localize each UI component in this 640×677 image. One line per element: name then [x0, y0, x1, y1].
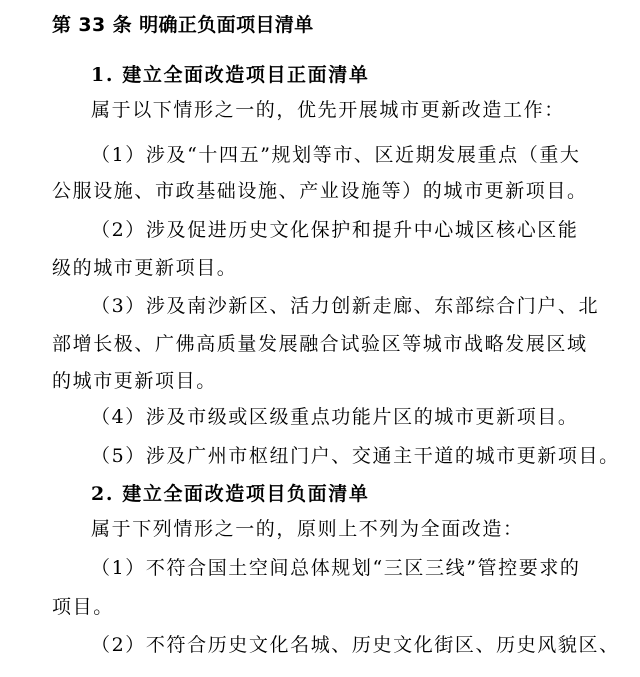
- section-1-item-5-line-1: （5）涉及广州市枢纽门户、交通主干道的城市更新项目。: [91, 445, 620, 467]
- section-2-title: 2. 建立全面改造项目负面清单: [91, 483, 370, 505]
- section-2-intro: 属于下列情形之一的，原则上不列为全面改造：: [91, 518, 524, 540]
- section-1-title: 1. 建立全面改造项目正面清单: [91, 64, 370, 86]
- section-1-item-2-line-1: （2）涉及促进历史文化保护和提升中心城区核心区能: [91, 219, 579, 241]
- section-2-item-1-line-1: （1）不符合国土空间总体规划“三区三线”管控要求的: [91, 557, 581, 579]
- article-heading: 第 33 条 明确正负面项目清单: [52, 14, 314, 36]
- section-1-item-4-line-1: （4）涉及市级或区级重点功能片区的城市更新项目。: [91, 406, 579, 428]
- section-1-item-1-line-1: （1）涉及“十四五”规划等市、区近期发展重点（重大: [91, 144, 581, 166]
- section-2-item-1-line-2: 项目。: [52, 596, 114, 618]
- section-1-item-3-line-3: 的城市更新项目。: [52, 370, 217, 392]
- section-1-intro: 属于以下情形之一的，优先开展城市更新改造工作：: [91, 99, 565, 121]
- section-1-item-3-line-1: （3）涉及南沙新区、活力创新走廊、东部综合门户、北: [91, 295, 600, 317]
- section-1-item-1-line-2: 公服设施、市政基础设施、产业设施等）的城市更新项目。: [52, 180, 588, 202]
- section-2-item-2-line-1: （2）不符合历史文化名城、历史文化街区、历史风貌区、: [91, 634, 620, 656]
- section-1-item-3-line-2: 部增长极、广佛高质量发展融合试验区等城市战略发展区域: [52, 333, 588, 355]
- section-1-item-2-line-2: 级的城市更新项目。: [52, 257, 238, 279]
